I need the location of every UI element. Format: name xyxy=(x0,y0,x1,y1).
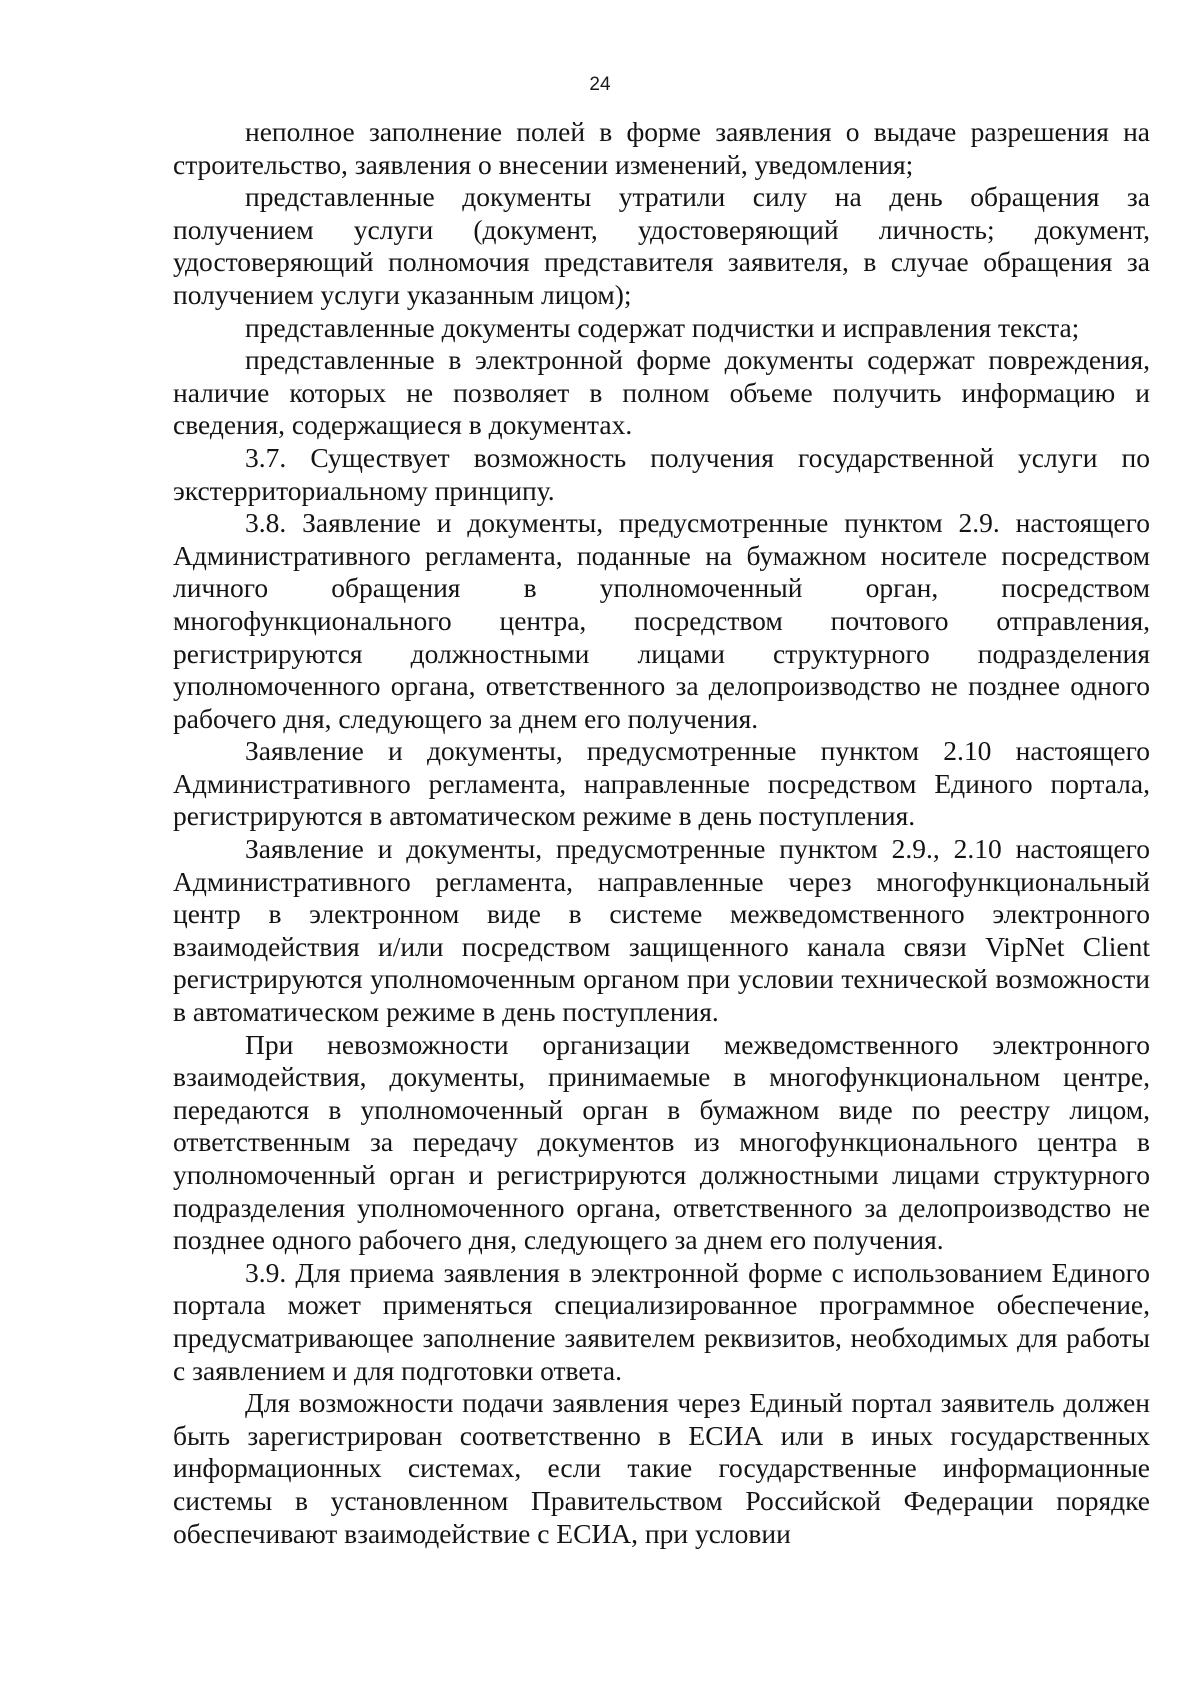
paragraph-incomplete-fields: неполное заполнение полей в форме заявления о выдаче разрешения на строительство, заявления о внесении изменений, уведомления; xyxy=(173,116,1150,180)
paragraph-3-8: 3.8. Заявление и документы, предусмотренные пунктом 2.9. настоящего Административного регламента, поданные на бумажном носителе посредством личного обращения в уполномоченный орган, посредством многофункционального центра, посредством почтового отправления, регистрируются должностными лицами структурного подразделения уполномоченного органа, ответственного за делопроизводство не позднее одного рабочего дня, следующего за днем его получения. xyxy=(173,507,1150,734)
paragraph-unified-portal-registration: Заявление и документы, предусмотренные пунктом 2.10 настоящего Административного регламента, направленные посредством Единого портала, регистрируются в автоматическом режиме в день поступления. xyxy=(173,735,1150,832)
paragraph-expired-documents: представленные документы утратили силу на день обращения за получением услуги (документ, удостоверяющий личность; документ, удостоверяющий полномочия представителя заявителя, в случае обращения за получением услуги указанным лицом); xyxy=(173,181,1150,310)
paragraph-paper-transfer: При невозможности организации межведомственного электронного взаимодействия, документы, принимаемые в многофункциональном центре, передаются в уполномоченный орган в бумажном виде по реестру лицом, ответственным за передачу документов из многофункционального центра в уполномоченный орган и регистрируются должностными лицами структурного подразделения уполномоченного органа, ответственного за делопроизводство не позднее одного рабочего дня, следующего за днем его получения. xyxy=(173,1028,1150,1256)
paragraph-3-9: 3.9. Для приема заявления в электронной форме с использованием Единого портала может применяться специализированное программное обеспечение, предусматривающее заполнение заявителем реквизитов, необходимых для работы с заявлением и для подготовки ответа. xyxy=(173,1256,1150,1386)
paragraph-mfc-electronic-registration: Заявление и документы, предусмотренные пунктом 2.9., 2.10 настоящего Административного регламента, направленные через многофункциональный центр в электронном виде в системе межведомственного электронного взаимодействия и/или посредством защищенного канала связи VipNet Client регистрируются уполномоченным органом при условии технической возможности в автоматическом режиме в день поступления. xyxy=(173,833,1150,1028)
paragraph-3-7: 3.7. Существует возможность получения государственной услуги по экстерриториальному принципу. xyxy=(173,441,1150,506)
page-number: 24 xyxy=(589,74,611,95)
paragraph-erasures: представленные документы содержат подчистки и исправления текста; xyxy=(245,311,1080,343)
document-body xyxy=(173,116,1150,1550)
paragraph-damaged-electronic-documents: представленные в электронной форме документы содержат повреждения, наличие которых не позволяет в полном объеме получить информацию и сведения, содержащиеся в документах. xyxy=(173,344,1150,441)
paragraph-esia-registration: Для возможности подачи заявления через Единый портал заявитель должен быть зарегистрирован соответственно в ЕСИА или в иных государственных информационных системах, если такие государственные информационные системы в установленном Правительством Российской Федерации порядке обеспечивают взаимодействие с ЕСИА, при условии xyxy=(173,1387,1150,1549)
